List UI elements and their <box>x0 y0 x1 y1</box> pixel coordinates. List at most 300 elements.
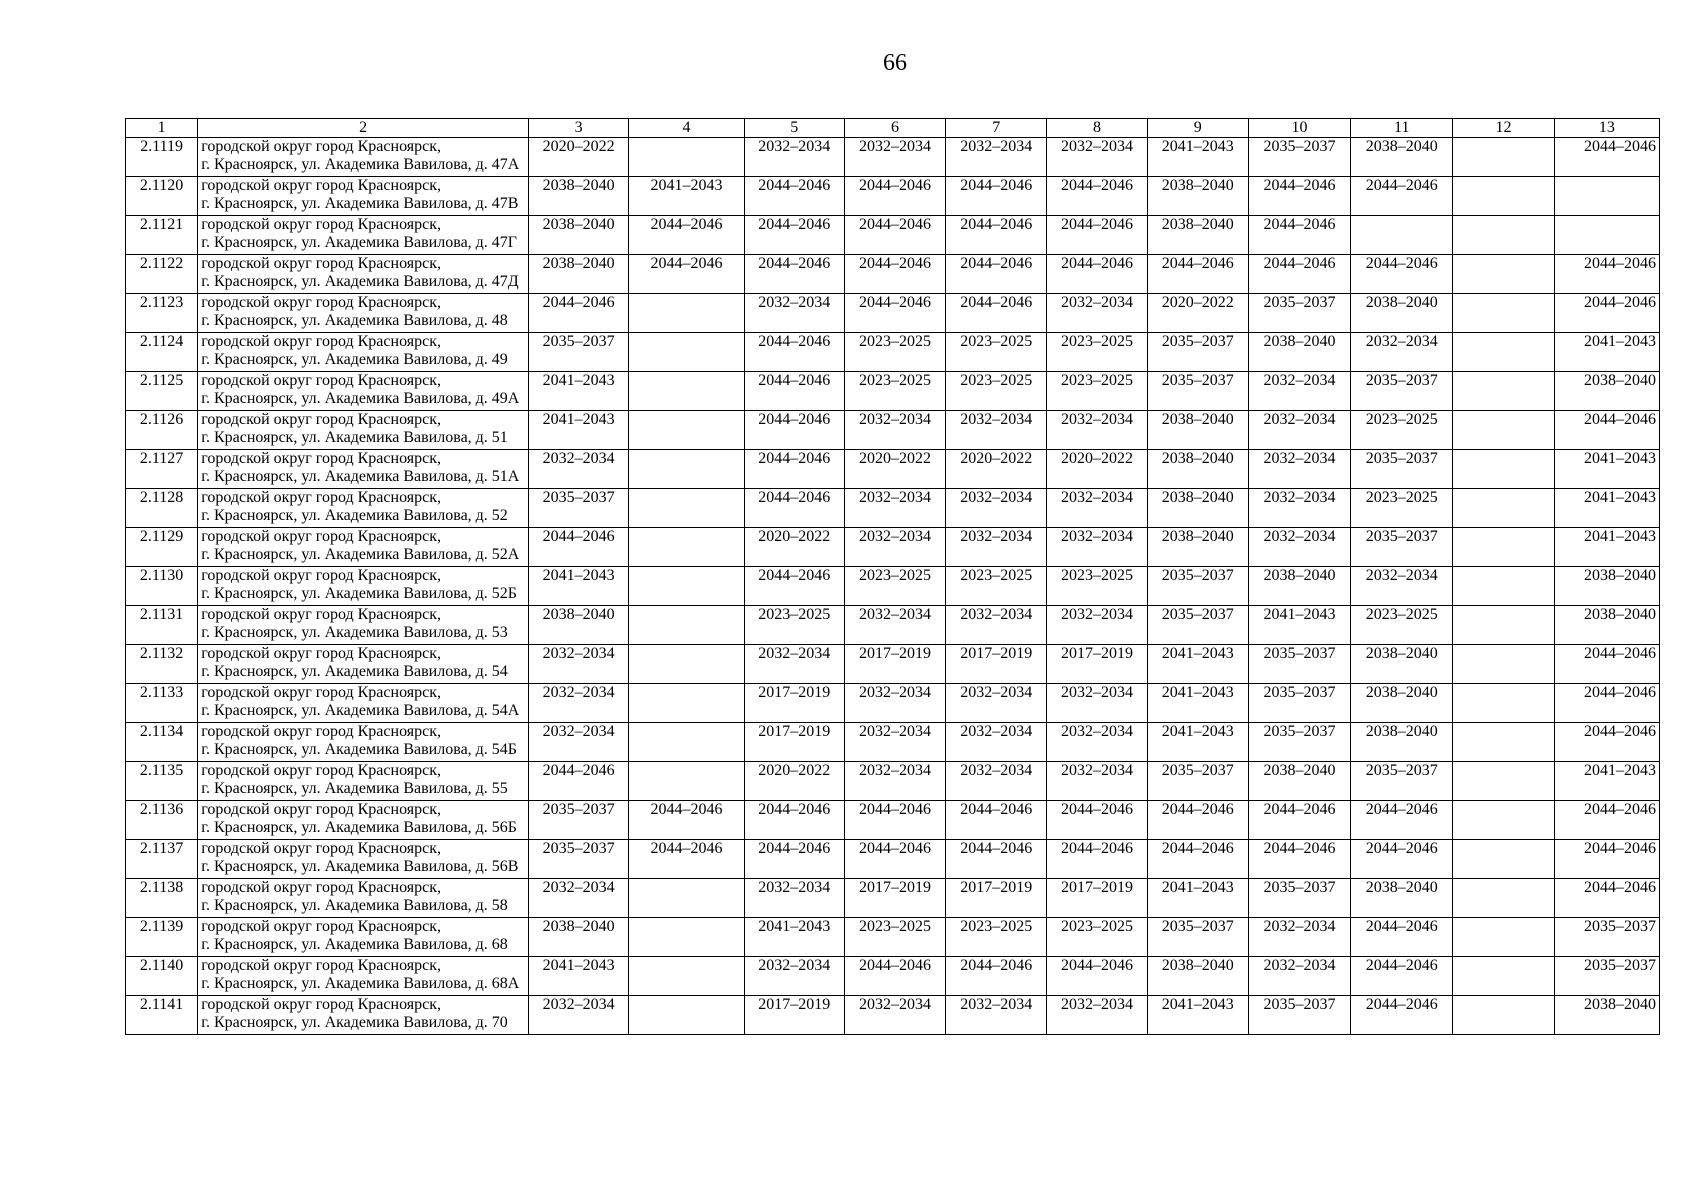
table-row <box>126 840 1660 879</box>
period-cell-col-8: 2032–2034 <box>1047 138 1147 177</box>
address-line-2: г. Красноярск, ул. Академика Вавилова, д. 55 <box>201 780 508 797</box>
address-line-2: г. Красноярск, ул. Академика Вавилова, д. 68А <box>201 975 520 992</box>
address-line-2: г. Красноярск, ул. Академика Вавилова, д. 52А <box>201 546 520 563</box>
period-cell-col-6: 2023–2025 <box>844 372 945 411</box>
period-cell-col-13: 2041–2043 <box>1554 528 1659 567</box>
period-cell-col-7: 2023–2025 <box>946 918 1047 957</box>
address-line-1: городской округ город Красноярск, <box>201 879 441 896</box>
period-cell-col-7: 2032–2034 <box>946 723 1047 762</box>
period-cell-col-6: 2032–2034 <box>844 138 945 177</box>
period-cell-col-3: 2041–2043 <box>529 372 629 411</box>
period-cell-col-9: 2044–2046 <box>1147 840 1248 879</box>
address-cell <box>198 333 529 372</box>
column-header-6: 6 <box>844 119 945 138</box>
period-cell-col-13: 2044–2046 <box>1554 684 1659 723</box>
period-cell-col-11: 2044–2046 <box>1351 918 1453 957</box>
period-cell-col-10: 2035–2037 <box>1248 645 1350 684</box>
address-line-2: г. Красноярск, ул. Академика Вавилова, д. 52 <box>201 507 508 524</box>
period-cell-col-13: 2044–2046 <box>1554 294 1659 333</box>
period-cell-col-8: 2017–2019 <box>1047 645 1147 684</box>
period-cell-col-11: 2035–2037 <box>1351 450 1453 489</box>
period-cell-col-10: 2035–2037 <box>1248 138 1350 177</box>
period-cell-col-4 <box>629 411 744 450</box>
period-cell-col-13: 2035–2037 <box>1554 957 1659 996</box>
address-cell <box>198 762 529 801</box>
period-cell-col-13: 2038–2040 <box>1554 372 1659 411</box>
address-line-1: городской округ город Красноярск, <box>201 645 441 662</box>
period-cell-col-3: 2032–2034 <box>529 645 629 684</box>
address-cell <box>198 450 529 489</box>
period-cell-col-5: 2017–2019 <box>744 684 844 723</box>
table-row <box>126 879 1660 918</box>
period-cell-col-5: 2017–2019 <box>744 723 844 762</box>
address-cell <box>198 645 529 684</box>
period-cell-col-5: 2023–2025 <box>744 606 844 645</box>
period-cell-col-5: 2044–2046 <box>744 372 844 411</box>
address-line-1: городской округ город Красноярск, <box>201 216 441 233</box>
address-line-1: городской округ город Красноярск, <box>201 762 441 779</box>
period-cell-col-3: 2035–2037 <box>529 801 629 840</box>
period-cell-col-9: 2038–2040 <box>1147 528 1248 567</box>
period-cell-col-11: 2044–2046 <box>1351 177 1453 216</box>
period-cell-col-6: 2044–2046 <box>844 216 945 255</box>
address-cell <box>198 177 529 216</box>
period-cell-col-3: 2032–2034 <box>529 879 629 918</box>
address-cell <box>198 723 529 762</box>
period-cell-col-9: 2041–2043 <box>1147 645 1248 684</box>
address-line-2: г. Красноярск, ул. Академика Вавилова, д. 54А <box>201 702 520 719</box>
period-cell-col-9: 2038–2040 <box>1147 489 1248 528</box>
period-cell-col-9: 2035–2037 <box>1147 567 1248 606</box>
period-cell-col-12 <box>1453 138 1554 177</box>
address-line-1: городской округ город Красноярск, <box>201 411 441 428</box>
row-number: 2.1121 <box>126 216 198 255</box>
period-cell-col-5: 2044–2046 <box>744 840 844 879</box>
header-row <box>126 119 1660 138</box>
row-number: 2.1134 <box>126 723 198 762</box>
period-cell-col-7: 2023–2025 <box>946 333 1047 372</box>
period-cell-col-9: 2035–2037 <box>1147 918 1248 957</box>
period-cell-col-13: 2035–2037 <box>1554 918 1659 957</box>
address-line-2: г. Красноярск, ул. Академика Вавилова, д. 58 <box>201 897 508 914</box>
period-cell-col-13: 2041–2043 <box>1554 489 1659 528</box>
column-header-1: 1 <box>126 119 198 138</box>
period-cell-col-7: 2017–2019 <box>946 645 1047 684</box>
period-cell-col-4 <box>629 528 744 567</box>
period-cell-col-11: 2032–2034 <box>1351 567 1453 606</box>
table-row <box>126 996 1660 1035</box>
period-cell-col-4 <box>629 918 744 957</box>
period-cell-col-11: 2038–2040 <box>1351 138 1453 177</box>
period-cell-col-4: 2044–2046 <box>629 840 744 879</box>
period-cell-col-6: 2032–2034 <box>844 489 945 528</box>
period-cell-col-12 <box>1453 216 1554 255</box>
period-cell-col-3: 2044–2046 <box>529 762 629 801</box>
column-header-8: 8 <box>1047 119 1147 138</box>
period-cell-col-13: 2041–2043 <box>1554 333 1659 372</box>
row-number: 2.1139 <box>126 918 198 957</box>
address-cell <box>198 606 529 645</box>
period-cell-col-6: 2017–2019 <box>844 645 945 684</box>
address-line-1: городской округ город Красноярск, <box>201 684 441 701</box>
column-header-3: 3 <box>529 119 629 138</box>
period-cell-col-5: 2017–2019 <box>744 996 844 1035</box>
period-cell-col-6: 2032–2034 <box>844 411 945 450</box>
period-cell-col-11: 2038–2040 <box>1351 684 1453 723</box>
period-cell-col-7: 2044–2046 <box>946 255 1047 294</box>
period-cell-col-10: 2032–2034 <box>1248 450 1350 489</box>
period-cell-col-10: 2035–2037 <box>1248 996 1350 1035</box>
period-cell-col-8: 2032–2034 <box>1047 996 1147 1035</box>
period-cell-col-4 <box>629 606 744 645</box>
column-header-2: 2 <box>198 119 529 138</box>
period-cell-col-12 <box>1453 606 1554 645</box>
address-cell <box>198 918 529 957</box>
period-cell-col-6: 2017–2019 <box>844 879 945 918</box>
period-cell-col-3: 2032–2034 <box>529 684 629 723</box>
table-row <box>126 528 1660 567</box>
period-cell-col-13: 2044–2046 <box>1554 255 1659 294</box>
period-cell-col-13 <box>1554 177 1659 216</box>
period-cell-col-9: 2038–2040 <box>1147 411 1248 450</box>
period-cell-col-6: 2032–2034 <box>844 996 945 1035</box>
period-cell-col-13: 2041–2043 <box>1554 762 1659 801</box>
address-cell <box>198 801 529 840</box>
address-line-1: городской округ город Красноярск, <box>201 294 441 311</box>
period-cell-col-10: 2038–2040 <box>1248 567 1350 606</box>
address-line-1: городской округ город Красноярск, <box>201 996 441 1013</box>
table-row <box>126 489 1660 528</box>
period-cell-col-12 <box>1453 450 1554 489</box>
period-cell-col-4 <box>629 879 744 918</box>
row-number: 2.1126 <box>126 411 198 450</box>
period-cell-col-7: 2032–2034 <box>946 489 1047 528</box>
period-cell-col-4 <box>629 957 744 996</box>
row-number: 2.1141 <box>126 996 198 1035</box>
address-line-2: г. Красноярск, ул. Академика Вавилова, д. 47Г <box>201 234 518 251</box>
table-row <box>126 255 1660 294</box>
period-cell-col-3: 2038–2040 <box>529 255 629 294</box>
period-cell-col-4: 2044–2046 <box>629 801 744 840</box>
address-cell <box>198 567 529 606</box>
period-cell-col-3: 2044–2046 <box>529 528 629 567</box>
period-cell-col-8: 2044–2046 <box>1047 216 1147 255</box>
table-row <box>126 138 1660 177</box>
period-cell-col-11: 2044–2046 <box>1351 801 1453 840</box>
period-cell-col-3: 2032–2034 <box>529 450 629 489</box>
period-cell-col-10: 2044–2046 <box>1248 216 1350 255</box>
period-cell-col-8: 2032–2034 <box>1047 489 1147 528</box>
period-cell-col-12 <box>1453 723 1554 762</box>
period-cell-col-6: 2044–2046 <box>844 177 945 216</box>
period-cell-col-12 <box>1453 372 1554 411</box>
address-line-2: г. Красноярск, ул. Академика Вавилова, д. 47Д <box>201 273 519 290</box>
table-body <box>126 138 1660 1035</box>
table-row <box>126 372 1660 411</box>
period-cell-col-7: 2032–2034 <box>946 528 1047 567</box>
period-cell-col-5: 2020–2022 <box>744 528 844 567</box>
table-row <box>126 606 1660 645</box>
row-number: 2.1129 <box>126 528 198 567</box>
address-line-2: г. Красноярск, ул. Академика Вавилова, д. 53 <box>201 624 508 641</box>
period-cell-col-4 <box>629 996 744 1035</box>
period-cell-col-9: 2035–2037 <box>1147 762 1248 801</box>
period-cell-col-3: 2044–2046 <box>529 294 629 333</box>
period-cell-col-8: 2044–2046 <box>1047 840 1147 879</box>
period-cell-col-8: 2023–2025 <box>1047 333 1147 372</box>
period-cell-col-5: 2041–2043 <box>744 918 844 957</box>
address-line-2: г. Красноярск, ул. Академика Вавилова, д. 51А <box>201 468 520 485</box>
period-cell-col-4 <box>629 372 744 411</box>
address-cell <box>198 879 529 918</box>
period-cell-col-8: 2032–2034 <box>1047 606 1147 645</box>
period-cell-col-11: 2038–2040 <box>1351 723 1453 762</box>
period-cell-col-12 <box>1453 684 1554 723</box>
period-cell-col-11: 2023–2025 <box>1351 489 1453 528</box>
period-cell-col-12 <box>1453 567 1554 606</box>
period-cell-col-10: 2032–2034 <box>1248 489 1350 528</box>
address-line-1: городской округ город Красноярск, <box>201 957 441 974</box>
period-cell-col-9: 2041–2043 <box>1147 996 1248 1035</box>
period-cell-col-3: 2041–2043 <box>529 957 629 996</box>
period-cell-col-4: 2044–2046 <box>629 216 744 255</box>
row-number: 2.1128 <box>126 489 198 528</box>
address-line-1: городской округ город Красноярск, <box>201 840 441 857</box>
period-cell-col-11: 2035–2037 <box>1351 762 1453 801</box>
period-cell-col-3: 2038–2040 <box>529 177 629 216</box>
period-cell-col-10: 2035–2037 <box>1248 294 1350 333</box>
period-cell-col-5: 2044–2046 <box>744 333 844 372</box>
period-cell-col-6: 2023–2025 <box>844 918 945 957</box>
period-cell-col-9: 2035–2037 <box>1147 333 1248 372</box>
period-cell-col-12 <box>1453 333 1554 372</box>
period-cell-col-4 <box>629 450 744 489</box>
period-cell-col-5: 2044–2046 <box>744 255 844 294</box>
address-cell <box>198 528 529 567</box>
period-cell-col-12 <box>1453 801 1554 840</box>
period-cell-col-11: 2038–2040 <box>1351 294 1453 333</box>
period-cell-col-5: 2044–2046 <box>744 411 844 450</box>
period-cell-col-10: 2035–2037 <box>1248 879 1350 918</box>
row-number: 2.1133 <box>126 684 198 723</box>
period-cell-col-7: 2044–2046 <box>946 216 1047 255</box>
address-line-2: г. Красноярск, ул. Академика Вавилова, д. 47А <box>201 156 520 173</box>
period-cell-col-11: 2038–2040 <box>1351 645 1453 684</box>
period-cell-col-13: 2044–2046 <box>1554 840 1659 879</box>
period-cell-col-10: 2044–2046 <box>1248 840 1350 879</box>
address-line-2: г. Красноярск, ул. Академика Вавилова, д. 70 <box>201 1014 508 1031</box>
period-cell-col-7: 2044–2046 <box>946 294 1047 333</box>
row-number: 2.1140 <box>126 957 198 996</box>
table-row <box>126 177 1660 216</box>
period-cell-col-7: 2032–2034 <box>946 762 1047 801</box>
table-row <box>126 567 1660 606</box>
address-line-1: городской округ город Красноярск, <box>201 138 441 155</box>
period-cell-col-8: 2032–2034 <box>1047 684 1147 723</box>
period-cell-col-8: 2044–2046 <box>1047 177 1147 216</box>
address-line-2: г. Красноярск, ул. Академика Вавилова, д. 56Б <box>201 819 517 836</box>
period-cell-col-4: 2041–2043 <box>629 177 744 216</box>
period-cell-col-8: 2044–2046 <box>1047 957 1147 996</box>
table-row <box>126 684 1660 723</box>
address-cell <box>198 840 529 879</box>
period-cell-col-10: 2032–2034 <box>1248 918 1350 957</box>
period-cell-col-4 <box>629 294 744 333</box>
period-cell-col-6: 2032–2034 <box>844 528 945 567</box>
address-cell <box>198 294 529 333</box>
column-header-4: 4 <box>629 119 744 138</box>
address-cell <box>198 372 529 411</box>
period-cell-col-9: 2044–2046 <box>1147 801 1248 840</box>
period-cell-col-7: 2017–2019 <box>946 879 1047 918</box>
period-cell-col-11: 2044–2046 <box>1351 957 1453 996</box>
period-cell-col-7: 2032–2034 <box>946 411 1047 450</box>
period-cell-col-6: 2032–2034 <box>844 684 945 723</box>
row-number: 2.1136 <box>126 801 198 840</box>
address-line-1: городской округ город Красноярск, <box>201 723 441 740</box>
row-number: 2.1130 <box>126 567 198 606</box>
period-cell-col-3: 2038–2040 <box>529 216 629 255</box>
address-line-1: городской округ город Красноярск, <box>201 606 441 623</box>
period-cell-col-11: 2032–2034 <box>1351 333 1453 372</box>
address-cell <box>198 411 529 450</box>
table-row <box>126 411 1660 450</box>
period-cell-col-13: 2038–2040 <box>1554 996 1659 1035</box>
period-cell-col-6: 2044–2046 <box>844 957 945 996</box>
period-cell-col-9: 2038–2040 <box>1147 216 1248 255</box>
row-number: 2.1131 <box>126 606 198 645</box>
period-cell-col-8: 2032–2034 <box>1047 762 1147 801</box>
column-header-7: 7 <box>946 119 1047 138</box>
period-cell-col-4 <box>629 684 744 723</box>
period-cell-col-5: 2032–2034 <box>744 879 844 918</box>
period-cell-col-11: 2023–2025 <box>1351 411 1453 450</box>
address-line-1: городской округ город Красноярск, <box>201 528 441 545</box>
period-cell-col-4: 2044–2046 <box>629 255 744 294</box>
period-cell-col-13: 2044–2046 <box>1554 411 1659 450</box>
period-cell-col-10: 2032–2034 <box>1248 372 1350 411</box>
period-cell-col-8: 2023–2025 <box>1047 372 1147 411</box>
period-cell-col-7: 2023–2025 <box>946 567 1047 606</box>
period-cell-col-5: 2044–2046 <box>744 216 844 255</box>
period-cell-col-12 <box>1453 957 1554 996</box>
period-cell-col-5: 2032–2034 <box>744 138 844 177</box>
address-line-2: г. Красноярск, ул. Академика Вавилова, д. 48 <box>201 312 508 329</box>
period-cell-col-12 <box>1453 996 1554 1035</box>
period-cell-col-13 <box>1554 216 1659 255</box>
period-cell-col-12 <box>1453 840 1554 879</box>
period-cell-col-13: 2044–2046 <box>1554 645 1659 684</box>
period-cell-col-9: 2041–2043 <box>1147 879 1248 918</box>
period-cell-col-5: 2044–2046 <box>744 450 844 489</box>
address-cell <box>198 996 529 1035</box>
page-number: 66 <box>883 50 907 76</box>
period-cell-col-10: 2032–2034 <box>1248 957 1350 996</box>
table-row <box>126 957 1660 996</box>
period-cell-col-9: 2038–2040 <box>1147 957 1248 996</box>
table-row <box>126 918 1660 957</box>
period-cell-col-10: 2038–2040 <box>1248 333 1350 372</box>
period-cell-col-10: 2035–2037 <box>1248 684 1350 723</box>
table-row <box>126 645 1660 684</box>
period-cell-col-4 <box>629 138 744 177</box>
period-cell-col-3: 2041–2043 <box>529 411 629 450</box>
period-cell-col-12 <box>1453 918 1554 957</box>
address-line-1: городской округ город Красноярск, <box>201 567 441 584</box>
row-number: 2.1127 <box>126 450 198 489</box>
period-cell-col-11 <box>1351 216 1453 255</box>
address-cell <box>198 255 529 294</box>
address-line-2: г. Красноярск, ул. Академика Вавилова, д. 49А <box>201 390 520 407</box>
period-cell-col-5: 2032–2034 <box>744 645 844 684</box>
period-cell-col-9: 2038–2040 <box>1147 177 1248 216</box>
period-cell-col-3: 2020–2022 <box>529 138 629 177</box>
period-cell-col-3: 2038–2040 <box>529 918 629 957</box>
period-cell-col-9: 2020–2022 <box>1147 294 1248 333</box>
period-cell-col-7: 2032–2034 <box>946 138 1047 177</box>
period-cell-col-4 <box>629 645 744 684</box>
table-row <box>126 294 1660 333</box>
period-cell-col-11: 2035–2037 <box>1351 528 1453 567</box>
period-cell-col-11: 2038–2040 <box>1351 879 1453 918</box>
period-cell-col-8: 2023–2025 <box>1047 918 1147 957</box>
period-cell-col-13: 2044–2046 <box>1554 138 1659 177</box>
address-line-1: городской округ город Красноярск, <box>201 255 441 272</box>
period-cell-col-4 <box>629 567 744 606</box>
period-cell-col-6: 2020–2022 <box>844 450 945 489</box>
period-cell-col-10: 2038–2040 <box>1248 762 1350 801</box>
period-cell-col-12 <box>1453 255 1554 294</box>
address-line-1: городской округ город Красноярск, <box>201 489 441 506</box>
period-cell-col-6: 2044–2046 <box>844 801 945 840</box>
column-header-5: 5 <box>744 119 844 138</box>
period-cell-col-7: 2023–2025 <box>946 372 1047 411</box>
period-cell-col-8: 2032–2034 <box>1047 528 1147 567</box>
table-header <box>126 119 1660 138</box>
period-cell-col-3: 2035–2037 <box>529 840 629 879</box>
period-cell-col-13: 2044–2046 <box>1554 879 1659 918</box>
table-row <box>126 216 1660 255</box>
table-row <box>126 450 1660 489</box>
period-cell-col-3: 2032–2034 <box>529 996 629 1035</box>
row-number: 2.1123 <box>126 294 198 333</box>
period-cell-col-12 <box>1453 762 1554 801</box>
row-number: 2.1137 <box>126 840 198 879</box>
period-cell-col-8: 2023–2025 <box>1047 567 1147 606</box>
row-number: 2.1119 <box>126 138 198 177</box>
address-cell <box>198 138 529 177</box>
period-cell-col-10: 2044–2046 <box>1248 177 1350 216</box>
period-cell-col-7: 2044–2046 <box>946 801 1047 840</box>
period-cell-col-13: 2044–2046 <box>1554 801 1659 840</box>
period-cell-col-8: 2032–2034 <box>1047 294 1147 333</box>
period-cell-col-10: 2044–2046 <box>1248 255 1350 294</box>
period-cell-col-6: 2032–2034 <box>844 723 945 762</box>
address-cell <box>198 489 529 528</box>
period-cell-col-9: 2035–2037 <box>1147 372 1248 411</box>
column-header-10: 10 <box>1248 119 1350 138</box>
address-line-2: г. Красноярск, ул. Академика Вавилова, д. 47В <box>201 195 519 212</box>
period-cell-col-4 <box>629 333 744 372</box>
period-cell-col-9: 2038–2040 <box>1147 450 1248 489</box>
address-cell <box>198 216 529 255</box>
period-cell-col-4 <box>629 723 744 762</box>
period-cell-col-7: 2032–2034 <box>946 606 1047 645</box>
period-cell-col-5: 2044–2046 <box>744 801 844 840</box>
period-cell-col-9: 2044–2046 <box>1147 255 1248 294</box>
address-line-2: г. Красноярск, ул. Академика Вавилова, д. 68 <box>201 936 508 953</box>
period-cell-col-5: 2044–2046 <box>744 489 844 528</box>
